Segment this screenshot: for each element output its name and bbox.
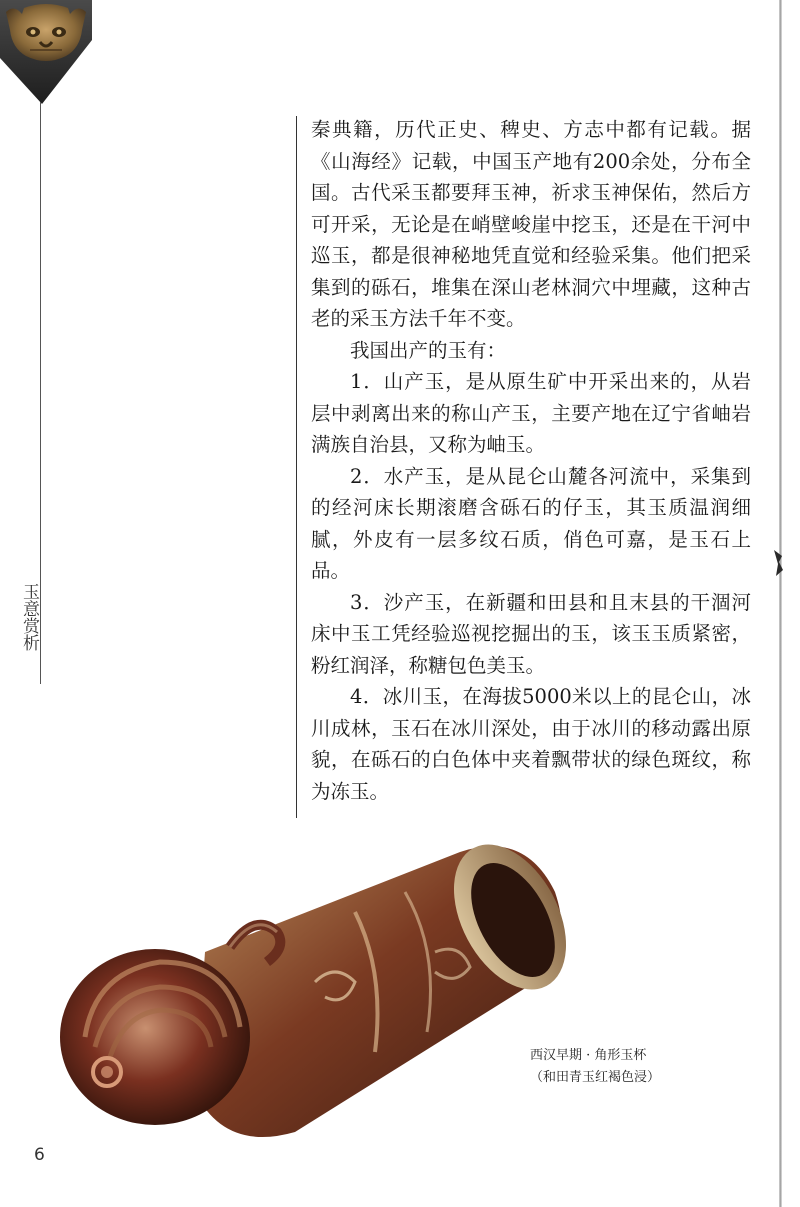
paragraph: 3．沙产玉，在新疆和田县和且末县的干涸河床中玉工凭经验巡视挖掘出的玉，该玉玉质紧密，粉红润泽，称糖包色美玉。 (311, 590, 751, 677)
jade-horn-cup-image (55, 832, 575, 1162)
image-caption (530, 1045, 730, 1089)
caption-title: 西汉早期 · 角形玉杯 (530, 1048, 647, 1063)
page-number: 6 (34, 1145, 45, 1165)
paragraph: 4．冰川玉，在海拔5000米以上的昆仑山，冰川成林，玉石在冰川深处，由于冰川的移动露出原貌，在砾石的白色体中夹着飘带状的绿色斑纹，称为冻玉。 (311, 685, 751, 803)
bronze-mask-icon (0, 0, 92, 110)
page-edge-mark (772, 548, 784, 578)
body-text (311, 114, 751, 807)
paragraph: 我国出产的玉有： (350, 338, 507, 362)
caption-subtitle: （和田青玉红褐色浸） (530, 1070, 661, 1085)
text-column-rule (296, 116, 297, 818)
side-title: 玉意赏析 (19, 583, 39, 651)
page-edge (779, 0, 782, 1207)
paragraph: 秦典籍，历代正史、稗史、方志中都有记载。据《山海经》记载，中国玉产地有200余处，分布全国。古代采玉都要拜玉神，祈求玉神保佑，然后方可开采，无论是在峭壁峻崖中挖玉，还是在干河中巡玉，都是很神秘地凭直觉和经验采集。他们把采集到的砾石，堆集在深山老林洞穴中埋藏，这种古老的采玉方法千年不变。 (311, 118, 751, 330)
paragraph: 1．山产玉，是从原生矿中开采出来的，从岩层中剥离出来的称山产玉，主要产地在辽宁省岫岩满族自治县，又称为岫玉。 (311, 370, 751, 456)
paragraph: 2．水产玉，是从昆仑山麓各河流中，采集到的经河床长期滚磨含砾石的仔玉，其玉质温润细腻，外皮有一层多纹石质，俏色可嘉，是玉石上品。 (311, 464, 751, 582)
